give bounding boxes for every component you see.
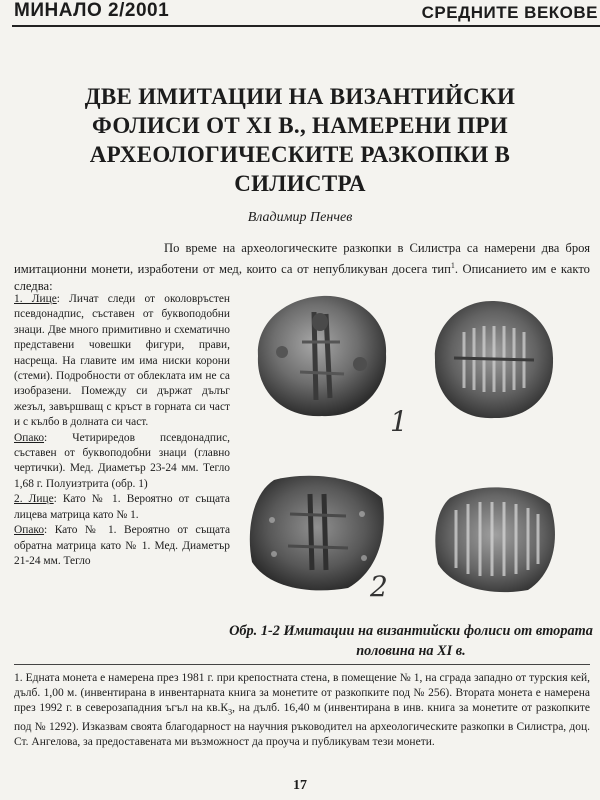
footnote-text-2: , на дълб. 16,40 м (инвентирана в инв. книга за монетите от разкопките под № 1292). Изказвам своята благодарност на научния ръководител на археологическите разкопки в Силистра, доц. Ст. Ангелова, за предоставената ми възможност да проуча и публикувам тези монети. bbox=[14, 702, 590, 749]
intro-text: По време на археологическите разкопки в Силистра са намерени два броя имитационни монети, изработени от мед, които са от непубликуван досега тип bbox=[14, 241, 590, 277]
coin2-reverse-label: Опако bbox=[14, 524, 45, 537]
coin1-reverse bbox=[14, 431, 230, 493]
coin1-obverse-text: : Личат следи от околовръстен псевдонадпис, съставен от буквоподобни знаци. Две много примитивно и схематично представени човешки фигури, прави, насреща. На главите им има ниски корони (стеми). Подробности от облеклата им не са изобразени. Помежду си държат дълъг жезъл, завършващ с кръст в горната си част и с кълбо в долната си част. bbox=[14, 293, 230, 429]
figure-caption: Обр. 1-2 Имитации на византийски фолиси от втората половина на XI в. bbox=[229, 623, 593, 659]
coin1-obverse-photo bbox=[252, 292, 392, 420]
footnote bbox=[14, 671, 590, 750]
running-header bbox=[0, 0, 600, 26]
coin1-reverse-label: Опако bbox=[14, 431, 45, 444]
coin2-obverse-photo bbox=[244, 470, 390, 594]
page-number: 17 bbox=[293, 778, 307, 793]
coin2-reverse-text: : Като № 1. Вероятно от същата обратна матрица като № 1. Мед. Диаметър 21-24 мм. Тегло bbox=[14, 524, 230, 567]
coin1-obverse bbox=[14, 292, 230, 431]
footnote-subscript: 3 bbox=[228, 707, 233, 717]
coin1-reverse-text: : Четириредов псевдонадпис, съставен от буквоподобни знаци (главно чертички). Мед. Диаметър 23-24 мм. Тегло 1,68 г. Полуизтрита (обр. 1) bbox=[14, 431, 230, 490]
coin-descriptions bbox=[14, 292, 230, 569]
article-title: ДВЕ ИМИТАЦИИ НА ВИЗАНТИЙСКИ ФОЛИСИ ОТ XI В., НАМЕРЕНИ ПРИ АРХЕОЛОГИЧЕСКИТЕ РАЗКОПКИ В СИЛИСТРА bbox=[84, 84, 516, 196]
footnote-ref[interactable]: 1 bbox=[450, 261, 455, 270]
coin2-obverse bbox=[14, 492, 230, 523]
footnote-rule bbox=[14, 664, 590, 665]
header-rule bbox=[12, 25, 600, 27]
section-name: СРЕДНИТЕ ВЕКОВЕ bbox=[421, 3, 598, 22]
coin2-reverse bbox=[14, 523, 230, 569]
footnote-text-1: 1. Едната монета е намерена през 1981 г. при крепостната стена, в помещение № 1, на сграда западно от турския кей, дълб. 1,00 м. (инвентирана в инвентарната книга за монетите от разкопките под № 256). Втората монета е намерена през 1992 г. в северозападния ъгъл на кв.К bbox=[14, 672, 590, 715]
article-author: Владимир Пенчев bbox=[247, 210, 353, 225]
intro-end: . Описанието им е както следва: bbox=[14, 262, 590, 294]
figure-label-2: 2 bbox=[370, 570, 388, 603]
coin2-obverse-text: : Като № 1. Вероятно от същата лицева матрица като № 1. bbox=[14, 493, 230, 521]
coin1-reverse-photo bbox=[430, 298, 558, 422]
intro-paragraph bbox=[14, 240, 590, 295]
coin2-reverse-photo bbox=[430, 480, 560, 596]
journal-issue: МИНАЛО 2/2001 bbox=[14, 0, 170, 21]
coin2-obverse-label: 2. Лице bbox=[14, 493, 54, 506]
figure-label-1: 1 bbox=[390, 405, 408, 438]
coin1-obverse-label: 1. Лице bbox=[14, 293, 57, 305]
